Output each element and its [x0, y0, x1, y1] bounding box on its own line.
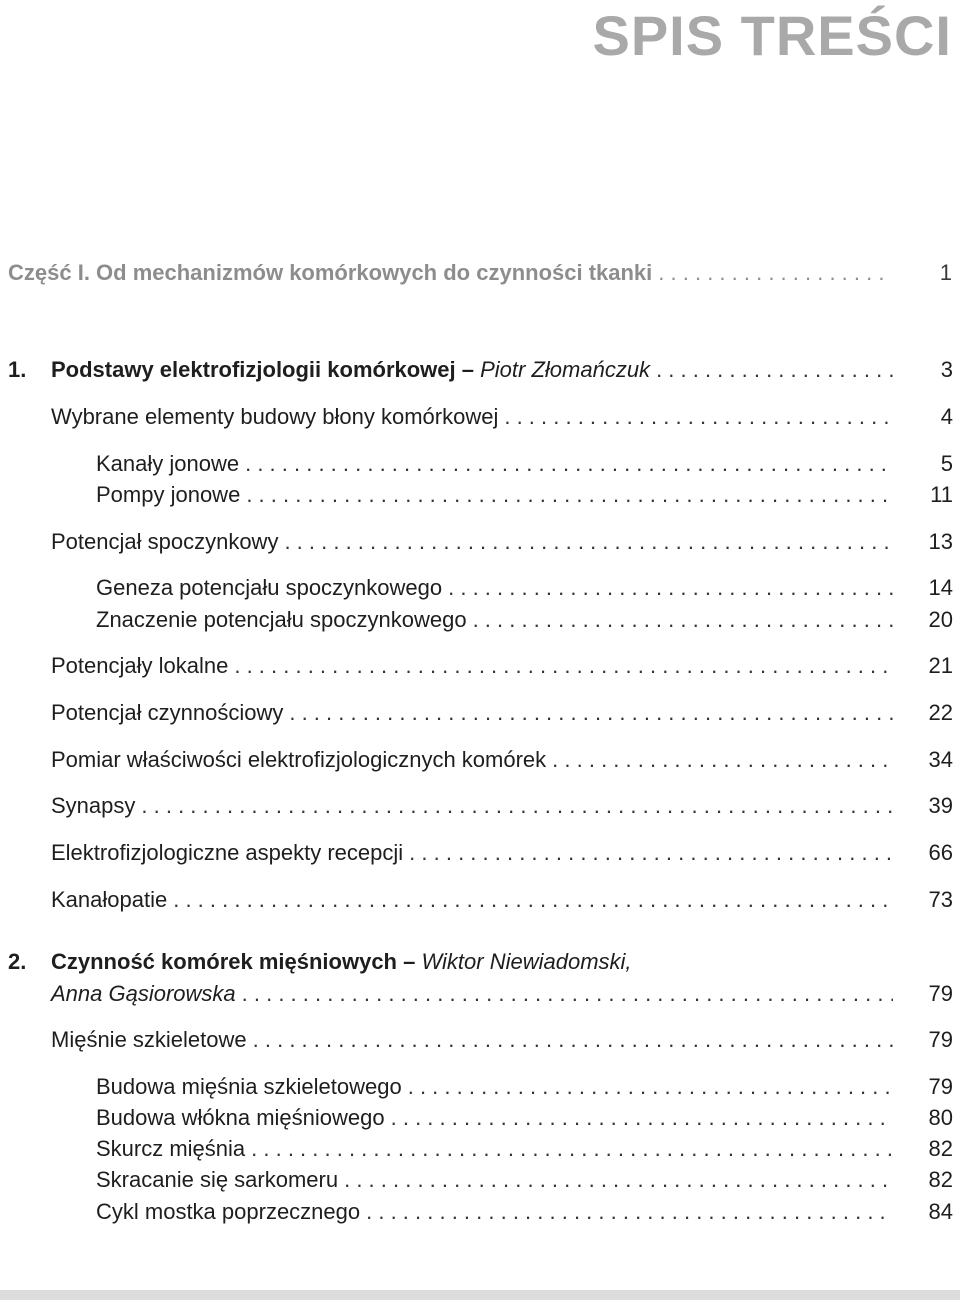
toc-subentry[interactable]	[96, 449, 953, 479]
dot-leader	[552, 745, 893, 775]
dot-leader	[658, 260, 892, 286]
toc-part-entry[interactable]	[8, 260, 952, 286]
entry-label: Skurcz mięśnia	[96, 1136, 246, 1161]
entry-page-number: 14	[928, 575, 953, 600]
chapter-page-number: 79	[928, 981, 953, 1006]
entry-label: Kanałopatie	[51, 887, 168, 912]
entry-label: Potencjał spoczynkowy	[51, 529, 279, 554]
entry-label: Wybrane elementy budowy błony komórkowej	[51, 404, 499, 429]
entry-page-number: 82	[928, 1167, 953, 1192]
entry-page-number: 82	[928, 1136, 953, 1161]
chapter-author: Anna Gąsiorowska	[51, 981, 236, 1006]
toc-subentry[interactable]	[96, 1165, 953, 1195]
dot-leader	[246, 480, 893, 510]
dot-leader	[408, 1072, 893, 1102]
toc-entry[interactable]	[51, 745, 953, 775]
toc-entry[interactable]	[51, 1025, 953, 1055]
entry-page-number: 79	[928, 1074, 953, 1099]
entry-label: Potencjały lokalne	[51, 653, 229, 678]
dot-leader	[504, 402, 893, 432]
entry-label: Budowa mięśnia szkieletowego	[96, 1074, 402, 1099]
chapter-title: Podstawy elektrofizjologii komórkowej – Piotr Złomańczuk	[51, 357, 651, 382]
dot-leader	[344, 1165, 893, 1195]
entry-label: Pompy jonowe	[96, 482, 241, 507]
toc-subentry[interactable]	[96, 1072, 953, 1102]
chapter-number: 1.	[8, 357, 27, 382]
chapter-author: Piotr Złomańczuk	[480, 357, 651, 382]
toc-subentry[interactable]	[96, 1197, 953, 1227]
dot-leader	[473, 605, 893, 635]
chapter-author: Wiktor Niewiadomski,	[421, 949, 632, 974]
dot-leader	[173, 885, 893, 915]
dot-leader	[409, 838, 893, 868]
dot-leader	[253, 1025, 893, 1055]
dot-leader	[448, 573, 893, 603]
entry-page-number: 20	[928, 607, 953, 632]
entry-label: Potencjał czynnościowy	[51, 700, 284, 725]
toc-subentry[interactable]	[96, 480, 953, 510]
entry-label: Elektrofizjologiczne aspekty recepcji	[51, 840, 404, 865]
entry-page-number: 80	[928, 1105, 953, 1130]
entry-label: Kanały jonowe	[96, 451, 240, 476]
toc-subentry[interactable]	[96, 1134, 953, 1164]
page-footer-rule	[0, 1290, 960, 1300]
dot-leader	[245, 449, 893, 479]
dot-leader	[284, 527, 893, 557]
entry-page-number: 4	[940, 404, 953, 429]
toc-entry[interactable]	[51, 527, 953, 557]
toc-entry[interactable]	[51, 838, 953, 868]
entry-page-number: 84	[928, 1199, 953, 1224]
entry-label: Skracanie się sarkomeru	[96, 1167, 339, 1192]
chapter-title: Czynność komórek mięśniowych – Wiktor Niewiadomski,	[51, 949, 632, 974]
dot-leader	[289, 698, 893, 728]
entry-label: Geneza potencjału spoczynkowego	[96, 575, 443, 600]
entry-label: Mięśnie szkieletowe	[51, 1027, 247, 1052]
entry-page-number: 11	[930, 482, 953, 507]
entry-label: Pomiar właściwości elektrofizjologicznych komórek	[51, 747, 547, 772]
toc-entry[interactable]	[51, 402, 953, 432]
chapter-number: 2.	[8, 949, 27, 974]
toc-subentry[interactable]	[96, 1103, 953, 1133]
toc-chapter-2-heading[interactable]	[8, 947, 953, 977]
dot-leader	[391, 1103, 893, 1133]
toc-entry[interactable]	[51, 791, 953, 821]
entry-page-number: 39	[928, 793, 953, 818]
toc-subentry[interactable]	[96, 573, 953, 603]
dot-leader	[242, 979, 893, 1009]
toc-chapter-1[interactable]	[8, 355, 953, 385]
entry-label: Synapsy	[51, 793, 136, 818]
part-page-number: 1	[939, 260, 952, 285]
dot-leader	[656, 355, 893, 385]
entry-page-number: 66	[928, 840, 953, 865]
entry-page-number: 5	[940, 451, 953, 476]
chapter-page-number: 3	[940, 357, 953, 382]
toc-entry[interactable]	[51, 698, 953, 728]
entry-label: Budowa włókna mięśniowego	[96, 1105, 385, 1130]
dot-leader	[251, 1134, 893, 1164]
page-title: SPIS TREŚCI	[592, 4, 952, 67]
toc-entry[interactable]	[51, 885, 953, 915]
dot-leader	[234, 651, 893, 681]
dot-leader	[366, 1197, 893, 1227]
entry-page-number: 34	[928, 747, 953, 772]
toc-subentry[interactable]	[96, 605, 953, 635]
entry-page-number: 22	[928, 700, 953, 725]
entry-page-number: 13	[928, 529, 953, 554]
entry-page-number: 21	[928, 653, 953, 678]
toc-chapter-2-author-line[interactable]	[51, 979, 953, 1009]
dot-leader	[141, 791, 893, 821]
toc-entry[interactable]	[51, 651, 953, 681]
entry-page-number: 73	[928, 887, 953, 912]
entry-label: Znaczenie potencjału spoczynkowego	[96, 607, 467, 632]
part-label: Część I. Od mechanizmów komórkowych do czynności tkanki	[8, 260, 653, 285]
entry-page-number: 79	[928, 1027, 953, 1052]
entry-label: Cykl mostka poprzecznego	[96, 1199, 361, 1224]
